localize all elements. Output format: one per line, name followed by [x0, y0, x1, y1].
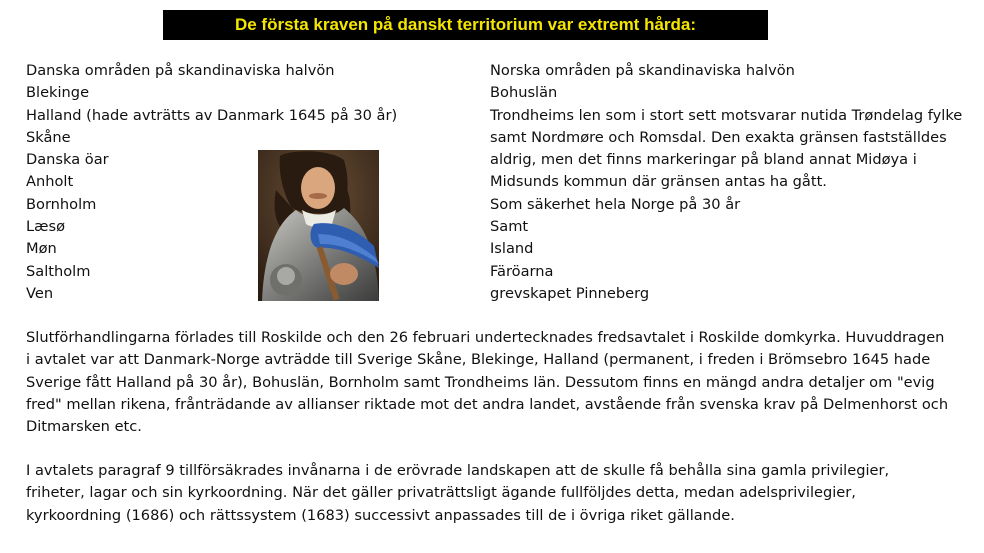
list-item: Färöarna [490, 262, 554, 280]
list-item: grevskapet Pinneberg [490, 284, 650, 302]
list-item: Blekinge [26, 84, 90, 102]
paragraph-line: fred" mellan rikena, frånträdande av allianser riktade mot det andra landet, avstående från svenska krav på Delmenhorst och [26, 395, 949, 413]
list-item: Ven [26, 284, 54, 302]
list-item: aldrig, men det finns markeringar på bland annat Midøya i [490, 151, 917, 169]
paragraph-line: Slutförhandlingarna förlades till Roskilde och den 26 februari undertecknades fredsavtalet i Roskilde domkyrka. Huvuddragen [26, 329, 945, 346]
paragraph-line: Ditmarsken etc. [26, 418, 142, 436]
list-item: Saltholm [26, 262, 91, 280]
list-item: Midsunds kommun där gränsen antas ha gått. [490, 173, 827, 191]
list-item: Skåne [26, 128, 71, 146]
paragraph-line: I avtalets paragraf 9 tillförsäkrades invånarna i de erövrade landskapen att de skulle få behålla sina gamla privilegier, [26, 462, 890, 479]
paragraph-line: kyrkoordning (1686) och rättssystem (1683) successivt anpassades till de i övriga riket gällande. [26, 506, 735, 524]
norwegian-territories-list [490, 60, 962, 305]
list-item: Norska områden på skandinaviska halvön [490, 62, 795, 79]
list-item: samt Nordmøre och Romsdal. Den exakta gränsen fastställdes [490, 128, 947, 146]
list-item: Læsø [26, 218, 65, 236]
list-item: Bohuslän [490, 84, 558, 102]
list-item: Danska områden på skandinaviska halvön [26, 62, 335, 79]
paragraph-line: i avtalet var att Danmark-Norge avträdde till Sverige Skåne, Blekinge, Halland (permanent, i freden i Brömsebro 1645 hade [26, 351, 931, 369]
list-item: Anholt [26, 173, 74, 191]
paragraph-line: friheter, lagar och sin kyrkoordning. När det gäller privaträttsligt ägande fullföljdes detta, medan adelsprivilegier, [26, 484, 856, 502]
list-item: Som säkerhet hela Norge på 30 år [490, 195, 741, 213]
paragraph-article-nine [26, 460, 971, 527]
list-item: Bornholm [26, 195, 97, 213]
list-item: Danska öar [26, 151, 109, 169]
list-item: Samt [490, 218, 529, 236]
portrait-image [258, 150, 379, 301]
list-item: Trondheims len som i stort sett motsvarar nutida Trøndelag fylke [490, 106, 963, 124]
paragraph-roskilde-treaty [26, 327, 971, 438]
page-title: De första kraven på danskt territorium var extremt hårda: [163, 10, 768, 40]
list-item: Møn [26, 240, 57, 258]
list-item: Halland (hade avträtts av Danmark 1645 på 30 år) [26, 106, 398, 124]
list-item: Island [490, 240, 534, 258]
paragraph-line: Sverige fått Halland på 30 år), Bohuslän, Bornholm samt Trondheims län. Dessutom finns en mängd andra detaljer om "evig [26, 373, 935, 391]
